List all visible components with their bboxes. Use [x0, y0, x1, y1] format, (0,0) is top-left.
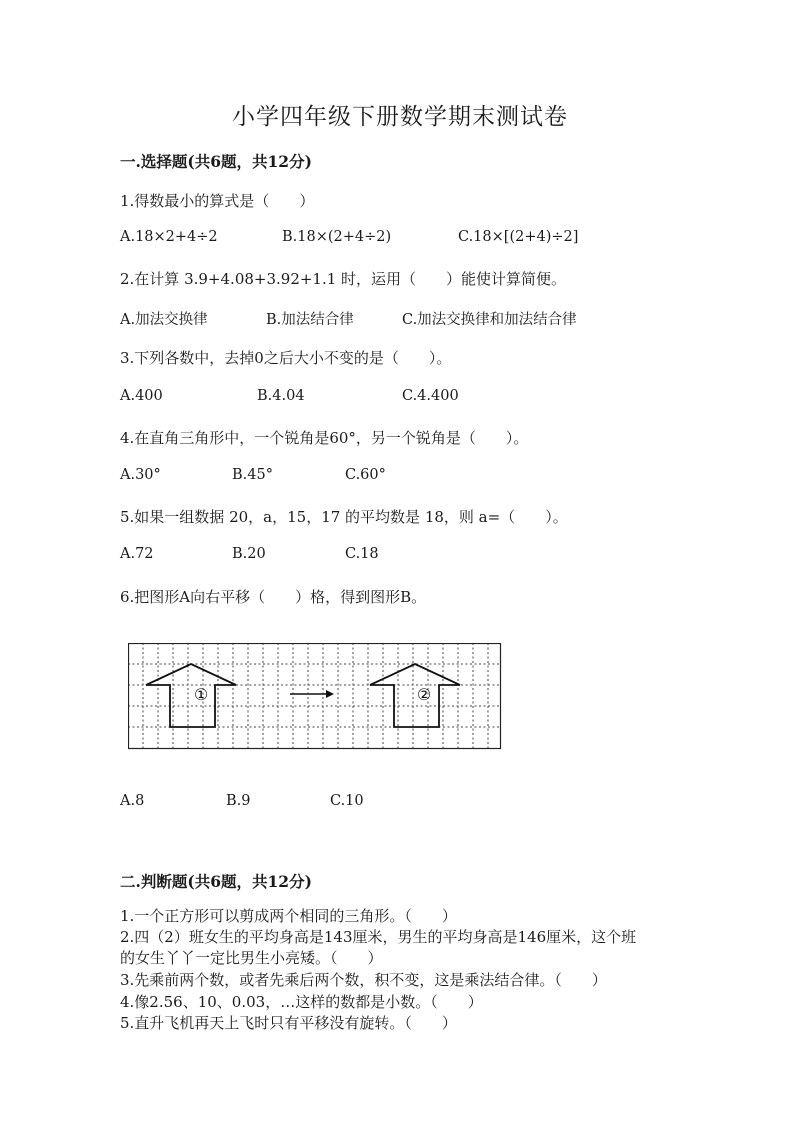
question-4-option-b: B.45° — [232, 467, 273, 483]
question-3-option-c: C.4.400 — [402, 388, 459, 404]
question-5-option-c: C.18 — [345, 546, 379, 562]
question-3-option-a: A.400 — [120, 388, 163, 404]
question-6-option-a: A.8 — [120, 793, 145, 809]
shape-a-label: ① — [193, 685, 209, 704]
grid-border — [129, 644, 501, 749]
question-1-option-c: C.18×[(2+4)÷2] — [458, 229, 579, 245]
section-heading-choice: 一.选择题(共6题，共12分) — [120, 152, 312, 171]
question-1-stem: 1.得数最小的算式是（ ） — [120, 192, 315, 210]
question-6-option-b: B.9 — [226, 793, 251, 809]
question-5-option-a: A.72 — [120, 546, 154, 562]
judge-item-5: 5.直升飞机再天上飞时只有平移没有旋转。（ ） — [120, 1014, 457, 1032]
question-6-option-c: C.10 — [330, 793, 364, 809]
shape-b-arrow — [370, 664, 460, 727]
judge-item-2-continued: 的女生丫丫一定比男生小亮矮。（ ） — [120, 949, 383, 967]
question-4-option-a: A.30° — [120, 467, 161, 483]
shape-b-label: ② — [416, 685, 432, 704]
question-3-option-b: B.4.04 — [257, 388, 305, 404]
question-5-stem: 5.如果一组数据 20，a，15，17 的平均数是 18，则 a=（ ）。 — [120, 508, 568, 526]
judge-item-1: 1.一个正方形可以剪成两个相同的三角形。（ ） — [120, 907, 457, 925]
judge-item-2: 2.四（2）班女生的平均身高是143厘米，男生的平均身高是146厘米，这个班 — [120, 928, 637, 946]
question-4-option-c: C.60° — [345, 467, 386, 483]
question-5-option-b: B.20 — [232, 546, 266, 562]
translation-grid-figure — [128, 643, 504, 755]
shape-a-arrow — [146, 664, 236, 727]
judge-item-3: 3.先乘前两个数，或者先乘后两个数，积不变，这是乘法结合律。（ ） — [120, 971, 607, 989]
question-2-option-a: A.加法交换律 — [120, 312, 208, 328]
question-4-stem: 4.在直角三角形中，一个锐角是60°，另一个锐角是（ ）。 — [120, 429, 529, 447]
question-3-stem: 3.下列各数中，去掉0之后大小不变的是（ ）。 — [120, 349, 452, 367]
question-1-option-b: B.18×(2+4÷2) — [282, 229, 392, 245]
direction-arrow-head — [326, 690, 334, 698]
question-2-stem: 2.在计算 3.9+4.08+3.92+1.1 时，运用（ ）能使计算简便。 — [120, 270, 567, 288]
page-title: 小学四年级下册数学期末测试卷 — [232, 104, 568, 130]
question-2-option-b: B.加法结合律 — [266, 312, 354, 328]
judge-item-4: 4.像2.56、10、0.03，…这样的数都是小数。（ ） — [120, 993, 483, 1011]
section-heading-judge: 二.判断题(共6题，共12分) — [120, 872, 312, 891]
question-2-option-c: C.加法交换律和加法结合律 — [402, 312, 577, 328]
question-1-option-a: A.18×2+4÷2 — [120, 229, 218, 245]
question-6-stem: 6.把图形A向右平移（ ）格，得到图形B。 — [120, 588, 427, 606]
